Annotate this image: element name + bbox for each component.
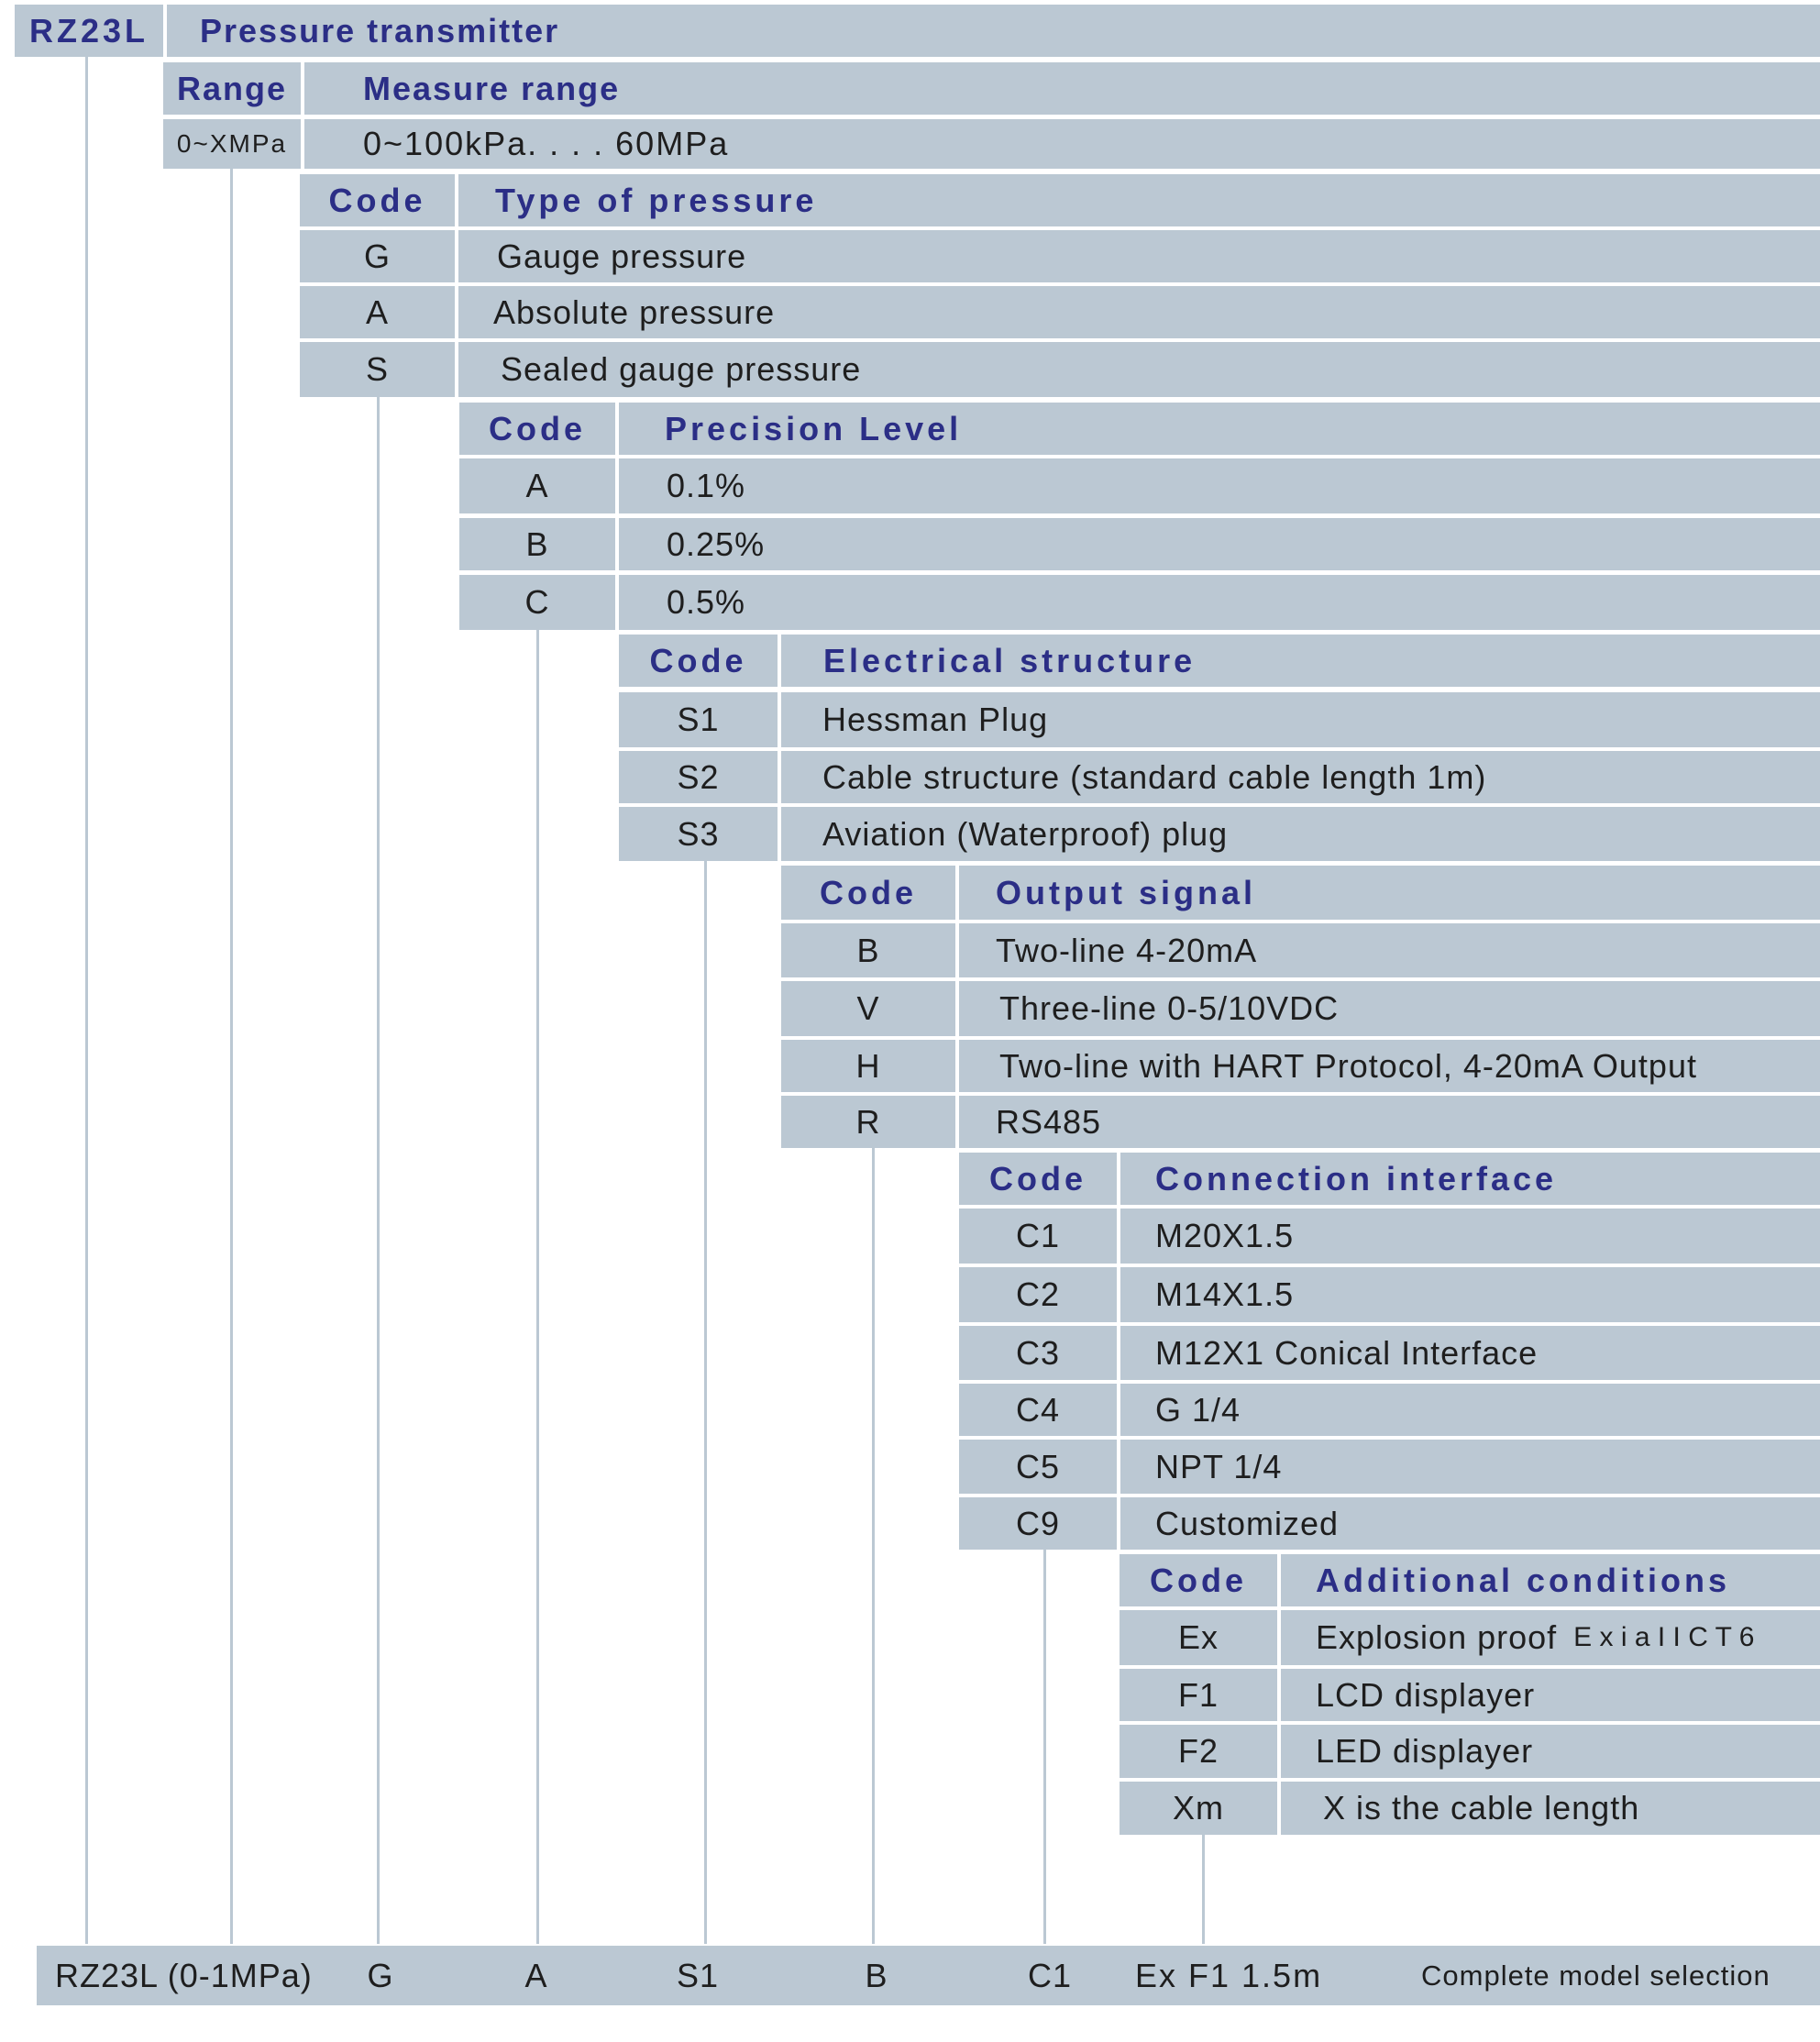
pressure-type-title: Type of pressure bbox=[458, 174, 1820, 226]
additional-desc-cell: LCD displayer bbox=[1281, 1669, 1820, 1721]
pressure-desc-cell: Absolute pressure bbox=[458, 286, 1820, 338]
output-desc-cell: RS485 bbox=[959, 1096, 1820, 1148]
connection-code-cell: C3 bbox=[959, 1326, 1117, 1380]
additional-desc-cell: LED displayer bbox=[1281, 1725, 1820, 1778]
pressure-desc-cell: Gauge pressure bbox=[458, 230, 1820, 282]
pressure-code-cell: G bbox=[300, 230, 455, 282]
output-code-cell: R bbox=[781, 1096, 955, 1148]
connection-code-cell: C4 bbox=[959, 1384, 1117, 1436]
connection-desc-cell: M20X1.5 bbox=[1120, 1209, 1820, 1264]
example-additional: Ex F1 1.5m bbox=[1135, 1956, 1323, 1994]
output-desc-cell: Two-line 4-20mA bbox=[959, 923, 1820, 977]
connection-code-header: Code bbox=[959, 1153, 1117, 1205]
connector-line bbox=[536, 630, 539, 1944]
electrical-code-cell: S2 bbox=[619, 751, 778, 803]
connection-code-cell: C2 bbox=[959, 1267, 1117, 1322]
output-desc-cell: Two-line with HART Protocol, 4-20mA Output bbox=[959, 1040, 1820, 1092]
additional-code-cell: Ex bbox=[1120, 1610, 1277, 1665]
connector-line bbox=[85, 57, 88, 1944]
connection-desc-cell: M12X1 Conical Interface bbox=[1120, 1326, 1820, 1380]
example-electrical: S1 bbox=[676, 1956, 720, 1994]
pressure-code-cell: S bbox=[300, 342, 455, 397]
connection-desc-cell: G 1/4 bbox=[1120, 1384, 1820, 1436]
electrical-title: Electrical structure bbox=[781, 635, 1820, 687]
example-connection: C1 bbox=[1027, 1956, 1073, 1994]
precision-code-header: Code bbox=[459, 403, 615, 455]
connector-line bbox=[1202, 1835, 1205, 1944]
model-code-cell: RZ23L bbox=[15, 5, 163, 57]
electrical-code-cell: S1 bbox=[619, 692, 778, 747]
output-code-cell: B bbox=[781, 923, 955, 977]
output-desc-cell: Three-line 0-5/10VDC bbox=[959, 981, 1820, 1036]
connection-code-cell: C5 bbox=[959, 1440, 1117, 1494]
additional-code-cell: Xm bbox=[1120, 1782, 1277, 1835]
range-label-cell: Range bbox=[163, 62, 301, 115]
example-type: G bbox=[367, 1956, 394, 1994]
electrical-desc-cell: Aviation (Waterproof) plug bbox=[781, 807, 1820, 861]
precision-desc-cell: 0.1% bbox=[619, 458, 1820, 513]
electrical-desc-cell: Hessman Plug bbox=[781, 692, 1820, 747]
precision-code-cell: A bbox=[459, 458, 615, 513]
product-title-cell: Pressure transmitter bbox=[167, 5, 1820, 57]
precision-code-cell: B bbox=[459, 518, 615, 570]
explosion-rating-text: E x i a I I C T 6 bbox=[1573, 1622, 1755, 1652]
measure-range-title-cell: Measure range bbox=[304, 62, 1820, 115]
additional-title: Additional conditions bbox=[1281, 1554, 1820, 1606]
additional-desc-text: Explosion proof bbox=[1316, 1618, 1558, 1656]
precision-desc-cell: 0.25% bbox=[619, 518, 1820, 570]
additional-desc-cell bbox=[1281, 1610, 1820, 1665]
output-code-cell: V bbox=[781, 981, 955, 1036]
connection-code-cell: C1 bbox=[959, 1209, 1117, 1264]
electrical-code-cell: S3 bbox=[619, 807, 778, 861]
connector-line bbox=[230, 169, 233, 1944]
example-model: RZ23L (0-1MPa) bbox=[55, 1956, 313, 1994]
example-output: B bbox=[865, 1956, 888, 1994]
connection-desc-cell: NPT 1/4 bbox=[1120, 1440, 1820, 1494]
output-title: Output signal bbox=[959, 866, 1820, 920]
electrical-desc-cell: Cable structure (standard cable length 1m) bbox=[781, 751, 1820, 803]
electrical-code-header: Code bbox=[619, 635, 778, 687]
additional-desc-cell: X is the cable length bbox=[1281, 1782, 1820, 1835]
precision-code-cell: C bbox=[459, 575, 615, 630]
connection-desc-cell: Customized bbox=[1120, 1497, 1820, 1550]
range-value-cell: 0~100kPa. . . . 60MPa bbox=[304, 119, 1820, 169]
connector-line bbox=[377, 397, 380, 1944]
connector-line bbox=[872, 1148, 875, 1944]
output-code-cell: H bbox=[781, 1040, 955, 1092]
example-precision: A bbox=[524, 1956, 548, 1994]
output-code-header: Code bbox=[781, 866, 955, 920]
additional-code-cell: F1 bbox=[1120, 1669, 1277, 1721]
pressure-desc-cell: Sealed gauge pressure bbox=[458, 342, 1820, 397]
connector-line bbox=[704, 861, 707, 1944]
connection-code-cell: C9 bbox=[959, 1497, 1117, 1550]
pressure-code-header: Code bbox=[300, 174, 455, 226]
precision-title: Precision Level bbox=[619, 403, 1820, 455]
example-label: Complete model selection bbox=[1421, 1959, 1770, 1992]
connection-desc-cell: M14X1.5 bbox=[1120, 1267, 1820, 1322]
additional-code-header: Code bbox=[1120, 1554, 1277, 1606]
connection-title: Connection interface bbox=[1120, 1153, 1820, 1205]
precision-desc-cell: 0.5% bbox=[619, 575, 1820, 630]
range-code-cell: 0~XMPa bbox=[163, 119, 301, 169]
pressure-code-cell: A bbox=[300, 286, 455, 338]
additional-code-cell: F2 bbox=[1120, 1725, 1277, 1778]
connector-line bbox=[1043, 1550, 1046, 1944]
